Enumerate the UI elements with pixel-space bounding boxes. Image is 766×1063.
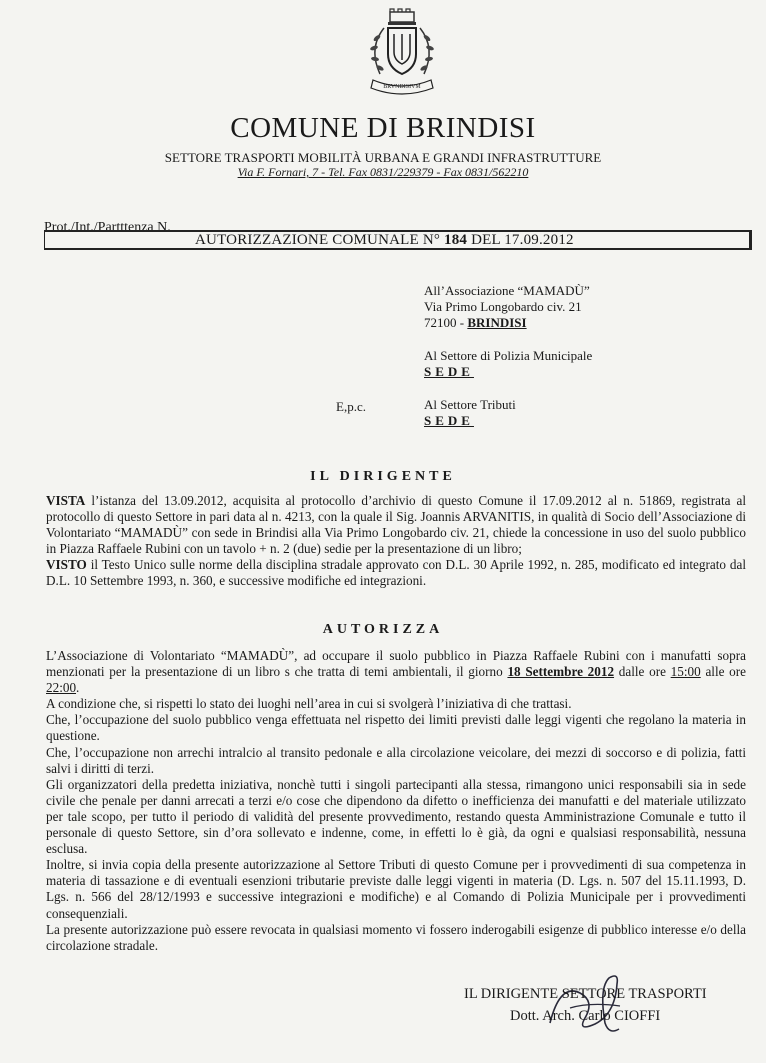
recipient-city-line <box>424 315 590 331</box>
recipient-cap: 72100 - <box>424 315 465 330</box>
protocol-label: Prot./Int./Partttenza N. <box>44 220 171 235</box>
tributi-name: Al Settore Tributi <box>424 397 516 412</box>
condition-item: A condizione che, si rispetti lo stato dei luoghi nell’area in cui si svolgerà l’iniziativa di che trattasi. <box>46 696 572 712</box>
page-title: COMUNE DI BRINDISI <box>230 112 536 144</box>
authorization-and: alle ore <box>705 664 747 680</box>
condition-item: Che, l’occupazione del suolo pubblico venga effettuata nel rispetto dei limiti previsti dalle leggi vigenti che regolano la materia in questione. <box>46 712 746 744</box>
signature-title: IL DIRIGENTE SETTORE TRASPORTI <box>464 986 707 1002</box>
authorization-date: DEL 17.09.2012 <box>471 232 574 248</box>
recipient-name: All’Associazione “MAMADÙ” <box>424 283 590 298</box>
recipient-city: BRINDISI <box>467 315 527 330</box>
authorization-end: . <box>76 680 80 696</box>
crest-motto: BRVNDISIVM <box>383 84 421 90</box>
vista-keyword: VISTA <box>46 493 86 508</box>
event-date: 18 Settembre 2012 <box>507 664 615 680</box>
authorization-paragraph <box>46 648 746 696</box>
police-name: Al Settore di Polizia Municipale <box>424 348 593 363</box>
vista-paragraph <box>46 493 746 557</box>
heading-il-dirigente: IL DIRIGENTE <box>310 469 456 484</box>
vista-text: l’istanza del 13.09.2012, acquisita al protocollo d’archivio di questo Comune il 17.09.2012 al n. 51869, registrata al protocollo di questo Settore in pari data al n. 4213, con la quale il Sig. Joannis ARVANITIS, in qualità di Socio dell’Associazione di Volontariato “MAMADÙ” con sede in Brindisi alla Via Primo Longobardo civ. 21, chiede la concessione in uso del suolo pubblico in Piazza Raffaele Rubini con un tavolo + n. 2 (due) sedie per la presentazione di un libro; <box>46 493 746 557</box>
recipient-police <box>424 348 592 380</box>
authorization-number: 184 <box>444 232 468 248</box>
visto-text: il Testo Unico sulle norme della disciplina stradale approvato con D.L. 30 Aprile 1992, n. 285, modificato ed integrato dal D.L. 10 Settembre 1993, n. 360, e successive modifiche ed integrazioni. <box>46 557 746 589</box>
visto-paragraph <box>46 557 746 589</box>
office-address: Via F. Fornari, 7 - Tel. Fax 0831/229379 - Fax 0831/562210 <box>237 165 529 179</box>
end-time: 22:00 <box>46 680 77 696</box>
authorization-intro: L’Associazione di Volontariato “MAMADÙ”, ad occupare il suolo pubblico in Piazza Raffaele Rubini con i manufatti sopra menzionati per la presentazione di un libro s che tratta di temi ambientali, il giorno <box>46 648 746 680</box>
municipal-crest-icon <box>361 8 443 96</box>
condition-item: Gli organizzatori della predetta iniziativa, nonchè tutti i singoli partecipanti alla stessa, rimangono unici responsabili sia in sede civile che penale per danni arrecati a terzi e/o cose che dipendono da difetto o inefficienza dei manufatti e del materiale utilizzato per tale scopo, per tutto il periodo di validità del presente provvedimento, restando questa Amministrazione Comunale e tutto il personale di questo Settore, sin d’ora sollevato e indenne, come, in effetti lo è già, da ogni e qualsiasi responsabilità, nessuna esclusa. <box>46 776 746 857</box>
heading-autorizza: AUTORIZZA <box>322 622 444 637</box>
authorization-mid: dalle ore <box>618 664 666 680</box>
authorization-banner <box>44 230 752 250</box>
start-time: 15:00 <box>670 664 701 680</box>
premises-block <box>46 493 746 590</box>
recipient-tributi <box>424 397 516 429</box>
condition-item: Che, l’occupazione non arrechi intralcio al transito pedonale e alla circolazione veicolare, dei mezzi di soccorso e di polizia, fatti salvi i diritti di terzi. <box>46 744 746 776</box>
authorization-prefix: AUTORIZZAZIONE COMUNALE N° <box>195 232 441 248</box>
epc-label: E,p.c. <box>336 399 366 414</box>
tributi-sede: SEDE <box>424 413 474 428</box>
recipient-street: Via Primo Longobardo civ. 21 <box>424 299 582 314</box>
police-sede: SEDE <box>424 364 474 379</box>
visto-keyword: VISTO <box>46 557 87 573</box>
recipient-association <box>424 283 590 331</box>
condition-item: Inoltre, si invia copia della presente autorizzazione al Settore Tributi di questo Comune per i provvedimenti di sua competenza in materia di tassazione e di eventuali esenzioni tributarie previste dalle leggi vigenti in materia (D. Lgs. n. 507 del 15.11.1993, D. Lgs. n. 566 del 28/12/1993 e successive integrazioni e modifiche) e al Comando di Polizia Municipale per i provvedimenti consequenziali. <box>46 857 746 921</box>
signature-name: Dott. Arch. Carlo CIOFFI <box>510 1008 661 1024</box>
signature-block <box>464 983 754 1027</box>
authorization-body <box>46 648 746 954</box>
condition-item: La presente autorizzazione può essere revocata in qualsiasi momento vi fossero inderogabili esigenze di pubblico interesse e/o della circolazione stradale. <box>46 921 746 953</box>
department-subtitle: SETTORE TRASPORTI MOBILITÀ URBANA E GRANDI INFRASTRUTTURE <box>164 150 602 165</box>
